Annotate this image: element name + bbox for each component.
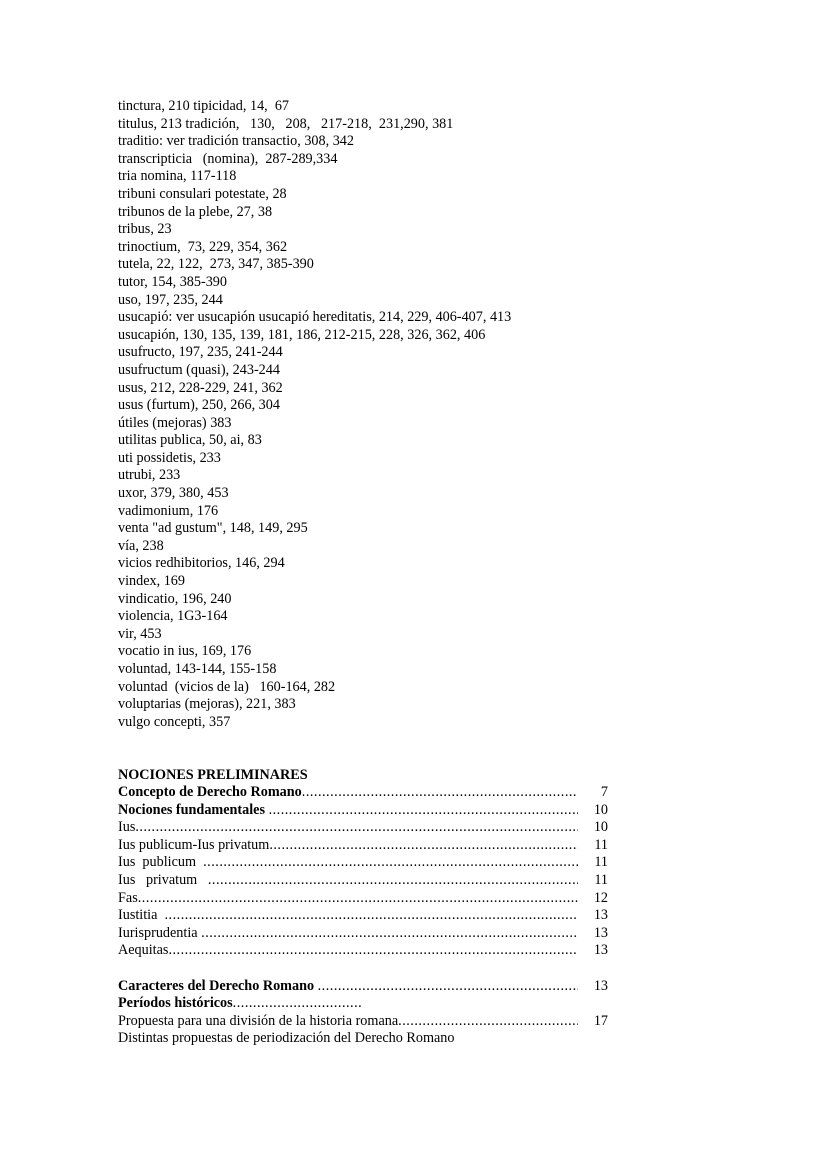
table-of-contents <box>118 766 610 1048</box>
toc-gap <box>118 960 610 978</box>
toc-row-label: Propuesta para una división de la historia romana <box>118 1012 399 1029</box>
index-entry: utrubi, 233 <box>118 467 181 484</box>
toc-row <box>118 942 610 960</box>
toc-row-label: Iustitia <box>118 907 165 924</box>
toc-row-leader-dots <box>269 837 578 855</box>
toc-section-2 <box>118 978 610 1048</box>
toc-row-label: Ius publicum <box>118 854 204 871</box>
toc-row-page-number: 17 <box>593 1012 608 1029</box>
toc-row-label: Nociones fundamentales <box>118 801 269 818</box>
toc-row-label: Distintas propuestas de periodización del Derecho Romano <box>118 1030 455 1047</box>
toc-row-leader-dots <box>138 890 578 908</box>
toc-row <box>118 872 610 890</box>
index-entry: usus, 212, 228-229, 241, 362 <box>118 379 283 396</box>
toc-row <box>118 925 610 943</box>
toc-row-leader-dots <box>201 925 578 943</box>
index-entry: vindex, 169 <box>118 573 185 590</box>
toc-row-page-number: 13 <box>593 942 608 959</box>
toc-row-label: Ius <box>118 819 136 836</box>
toc-section-1 <box>118 784 610 960</box>
index-entry: tribuni consulari potestate, 28 <box>118 185 287 202</box>
toc-row-leader-dots <box>208 872 578 890</box>
index-entry: utilitas publica, 50, ai, 83 <box>118 432 262 449</box>
toc-row-label: Aequitas <box>118 942 169 959</box>
toc-row-page-number: 11 <box>594 854 608 871</box>
toc-row <box>118 995 610 1013</box>
index-entry: tribus, 23 <box>118 221 172 238</box>
toc-row-leader-dots <box>135 819 578 837</box>
toc-row-page-number: 13 <box>593 907 608 924</box>
index-entry: vía, 238 <box>118 537 164 554</box>
toc-row <box>118 907 610 925</box>
index-entry: tutela, 22, 122, 273, 347, 385-390 <box>118 256 314 273</box>
toc-row <box>118 1030 610 1048</box>
index-entry: uxor, 379, 380, 453 <box>118 485 229 502</box>
index-entry: tinctura, 210 tipicidad, 14, 67 <box>118 98 290 114</box>
index-entry: titulus, 213 tradición, 130, 208, 217-218, 231,290, 381 <box>118 115 454 132</box>
index-entry: usus (furtum), 250, 266, 304 <box>118 397 280 414</box>
index-entry: tria nomina, 117-118 <box>118 168 237 185</box>
toc-row-leader-dots <box>165 907 579 925</box>
toc-row-label: Concepto de Derecho Romano <box>118 784 302 800</box>
index-entry: uti possidetis, 233 <box>118 449 221 466</box>
index-entry: tutor, 154, 385-390 <box>118 273 227 290</box>
toc-row-page-number: 10 <box>593 801 608 818</box>
index-entry: usufructum (quasi), 243-244 <box>118 361 280 378</box>
index-entry: violencia, 1G3-164 <box>118 608 228 625</box>
index-entry: tribunos de la plebe, 27, 38 <box>118 203 273 220</box>
toc-row <box>118 854 610 872</box>
toc-row-page-number: 12 <box>593 889 608 906</box>
toc-row-page-number: 10 <box>593 819 608 836</box>
toc-row <box>118 784 610 802</box>
toc-heading: NOCIONES PRELIMINARES <box>118 767 308 783</box>
toc-row-label: Períodos históricos <box>118 995 233 1012</box>
toc-row-page-number: 7 <box>600 784 608 800</box>
toc-row <box>118 837 610 855</box>
toc-row-label: Ius privatum <box>118 871 208 888</box>
index-entry: usufructo, 197, 235, 241-244 <box>118 344 283 361</box>
alphabetical-index <box>118 98 738 731</box>
toc-row-leader-dots <box>168 942 578 960</box>
index-entry: vir, 453 <box>118 625 162 642</box>
toc-row <box>118 978 610 996</box>
toc-row-page-number: 11 <box>594 871 608 888</box>
index-entry: uso, 197, 235, 244 <box>118 291 223 308</box>
index-entry: venta "ad gustum", 148, 149, 295 <box>118 520 308 537</box>
index-entry: trinoctium, 73, 229, 354, 362 <box>118 238 288 255</box>
index-entry: traditio: ver tradición transactio, 308, 342 <box>118 133 354 150</box>
toc-row-leader-dots <box>302 784 578 802</box>
index-entry: vulgo concepti, 357 <box>118 713 231 730</box>
index-entry: transcripticia (nomina), 287-289,334 <box>118 150 338 167</box>
toc-row-leader-dots <box>233 995 363 1013</box>
toc-row-label: Caracteres del Derecho Romano <box>118 977 318 994</box>
index-entry: usucapión, 130, 135, 139, 181, 186, 212-215, 228, 326, 362, 406 <box>118 326 486 343</box>
index-entry: usucapió: ver usucapión usucapió hereditatis, 214, 229, 406-407, 413 <box>118 309 512 326</box>
toc-row-leader-dots <box>318 978 578 996</box>
index-entry: vicios redhibitorios, 146, 294 <box>118 555 285 572</box>
index-entry: voluntad, 143-144, 155-158 <box>118 661 277 677</box>
toc-row-label: Iurisprudentia <box>118 924 202 941</box>
index-entry: voluptarias (mejoras), 221, 383 <box>118 696 296 713</box>
index-entry: voluntad (vicios de la) 160-164, 282 <box>118 678 336 695</box>
toc-row <box>118 819 610 837</box>
toc-row <box>118 1013 610 1031</box>
index-entry: vadimonium, 176 <box>118 502 219 519</box>
toc-row <box>118 802 610 820</box>
index-entry: vindicatio, 196, 240 <box>118 590 232 607</box>
toc-row-page-number: 13 <box>593 977 608 994</box>
toc-row <box>118 890 610 908</box>
index-entry: útiles (mejoras) 383 <box>118 414 232 431</box>
index-entry: vocatio in ius, 169, 176 <box>118 643 252 660</box>
toc-row-label: Ius publicum-Ius privatum <box>118 836 270 853</box>
toc-row-leader-dots <box>203 854 578 872</box>
toc-row-page-number: 11 <box>594 836 608 853</box>
toc-row-label: Fas <box>118 889 138 906</box>
toc-row-leader-dots <box>269 802 578 820</box>
toc-row-page-number: 13 <box>593 924 608 941</box>
toc-row-leader-dots <box>398 1013 578 1031</box>
